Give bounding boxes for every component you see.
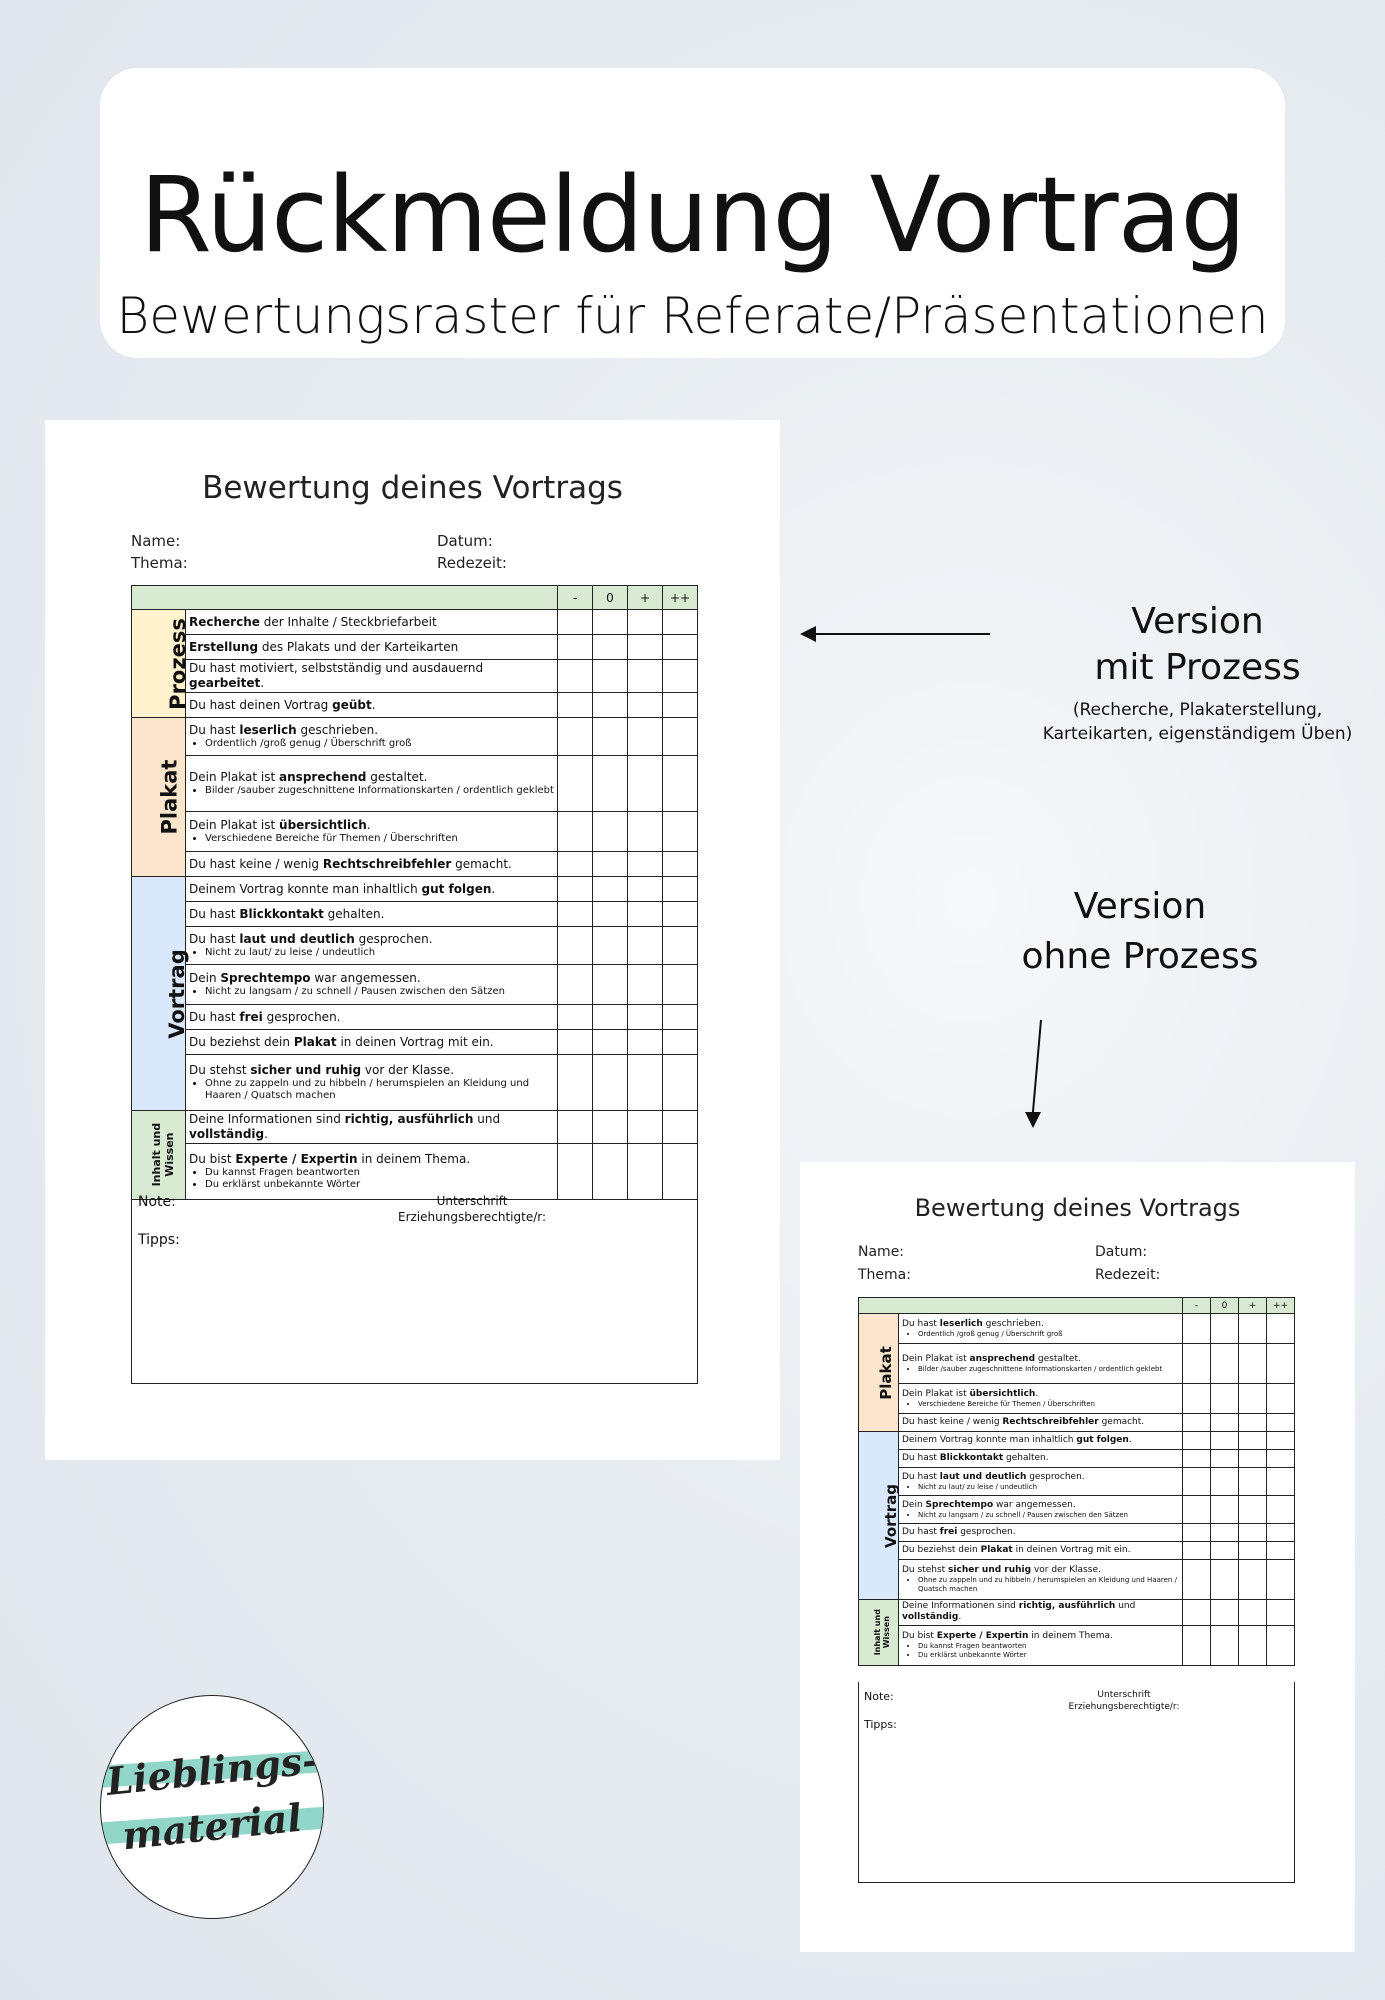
rating-cell[interactable] xyxy=(663,693,698,718)
sheet-with-process xyxy=(45,420,780,1460)
thema-label: Thema: xyxy=(131,554,188,572)
rating-cell[interactable] xyxy=(628,1055,663,1111)
category-inhalt-wissen: Inhalt und Wissen xyxy=(132,1111,186,1200)
rating-cell[interactable] xyxy=(558,610,593,635)
table-row: Du hast keine / wenig Rechtschreibfehler gemacht. xyxy=(132,852,698,877)
rating-cell[interactable] xyxy=(663,1055,698,1111)
rating-cell[interactable] xyxy=(558,756,593,812)
rating-cell[interactable] xyxy=(593,965,628,1005)
tipps-label: Tipps: xyxy=(138,1232,180,1248)
rating-cell[interactable] xyxy=(558,812,593,852)
table-row: Vortrag Deinem Vortrag konnte man inhaltlich gut folgen. xyxy=(132,877,698,902)
arrow-down-icon xyxy=(1031,1020,1042,1120)
rating-table xyxy=(858,1297,1295,1666)
rating-cell[interactable] xyxy=(1239,1560,1267,1600)
table-row: Dein Plakat ist übersichtlich. • Verschiedene Bereiche für Themen / Überschriften xyxy=(132,812,698,852)
rating-cell[interactable] xyxy=(1267,1384,1295,1414)
rating-cell[interactable] xyxy=(1211,1524,1239,1542)
scale-zero: 0 xyxy=(1211,1298,1239,1314)
rating-cell[interactable] xyxy=(1239,1496,1267,1524)
redezeit-label: Redezeit: xyxy=(437,554,507,572)
rating-cell[interactable] xyxy=(663,1005,698,1030)
table-row: Vortrag Deinem Vortrag konnte man inhaltlich gut folgen. xyxy=(859,1432,1295,1450)
sheet-title: Bewertung deines Vortrags xyxy=(202,470,623,506)
arrow-left-head-icon xyxy=(800,626,816,642)
rating-cell[interactable] xyxy=(1211,1450,1239,1468)
rating-cell[interactable] xyxy=(558,1005,593,1030)
notes-box xyxy=(858,1682,1295,1883)
rating-cell[interactable] xyxy=(663,877,698,902)
table-row: Plakat Du hast leserlich geschrieben. • Ordentlich /groß genug / Überschrift groß xyxy=(132,718,698,756)
scale-zero: 0 xyxy=(593,586,628,610)
rating-cell[interactable] xyxy=(1239,1384,1267,1414)
rating-cell[interactable] xyxy=(1211,1344,1239,1384)
rating-cell[interactable] xyxy=(1183,1384,1211,1414)
rating-cell[interactable] xyxy=(1183,1496,1211,1524)
rating-cell[interactable] xyxy=(1211,1560,1239,1600)
scale-minus: - xyxy=(558,586,593,610)
rating-cell[interactable] xyxy=(558,1055,593,1111)
rating-cell[interactable] xyxy=(593,1030,628,1055)
category-plakat: Plakat xyxy=(859,1314,899,1432)
rating-cell[interactable] xyxy=(1211,1468,1239,1496)
arrow-left-icon xyxy=(815,633,990,635)
table-row: Du hast laut und deutlich gesprochen. • Nicht zu laut/ zu leise / undeutlich xyxy=(859,1468,1295,1496)
rating-cell[interactable] xyxy=(593,877,628,902)
table-row: Du hast Blickkontakt gehalten. xyxy=(132,902,698,927)
rating-cell[interactable] xyxy=(1211,1496,1239,1524)
rating-cell[interactable] xyxy=(1183,1468,1211,1496)
rating-cell[interactable] xyxy=(663,610,698,635)
rating-cell[interactable] xyxy=(1267,1600,1295,1626)
rating-cell[interactable] xyxy=(558,1030,593,1055)
rating-cell[interactable] xyxy=(593,635,628,660)
rating-cell[interactable] xyxy=(663,1030,698,1055)
rating-cell[interactable] xyxy=(1183,1625,1211,1665)
rating-cell[interactable] xyxy=(593,1111,628,1144)
rating-cell[interactable] xyxy=(1239,1468,1267,1496)
rating-cell[interactable] xyxy=(1267,1432,1295,1450)
rating-cell[interactable] xyxy=(1239,1450,1267,1468)
rating-cell[interactable] xyxy=(1239,1600,1267,1626)
rating-cell[interactable] xyxy=(558,635,593,660)
scale-minus: - xyxy=(1183,1298,1211,1314)
rating-cell[interactable] xyxy=(1267,1496,1295,1524)
note-label: Note: xyxy=(138,1194,176,1210)
rating-cell[interactable] xyxy=(628,852,663,877)
rating-cell[interactable] xyxy=(663,852,698,877)
rating-cell[interactable] xyxy=(663,965,698,1005)
rating-cell[interactable] xyxy=(1211,1542,1239,1560)
table-row: Du hast keine / wenig Rechtschreibfehler gemacht. xyxy=(859,1414,1295,1432)
rating-cell[interactable] xyxy=(663,927,698,965)
rating-cell[interactable] xyxy=(628,635,663,660)
rating-cell[interactable] xyxy=(558,965,593,1005)
rating-cell[interactable] xyxy=(1267,1414,1295,1432)
table-row: Du bist Experte / Expertin in deinem Thema. • Du kannst Fragen beantworten • Du erklärst unbekannte Wörter xyxy=(859,1625,1295,1665)
table-row: Du hast deinen Vortrag geübt. xyxy=(132,693,698,718)
table-row: Du bist Experte / Expertin in deinem Thema. • Du kannst Fragen beantworten • Du erklärst unbekannte Wörter xyxy=(132,1144,698,1200)
rating-cell[interactable] xyxy=(1267,1524,1295,1542)
name-label: Name: xyxy=(131,532,181,550)
rating-cell[interactable] xyxy=(593,1055,628,1111)
rating-cell[interactable] xyxy=(663,756,698,812)
rating-cell[interactable] xyxy=(558,693,593,718)
table-row: Du hast Blickkontakt gehalten. xyxy=(859,1450,1295,1468)
table-row: Inhalt und Wissen Deine Informationen sind richtig, ausführlich und vollständig. xyxy=(859,1600,1295,1626)
scale-plusplus: ++ xyxy=(663,586,698,610)
table-row: Du stehst sicher und ruhig vor der Klasse. • Ohne zu zappeln und zu hibbeln / herumspielen an Kleidung und Haaren / Quatsch machen xyxy=(132,1055,698,1111)
rating-cell[interactable] xyxy=(558,1111,593,1144)
rating-cell[interactable] xyxy=(1239,1524,1267,1542)
rating-cell[interactable] xyxy=(558,852,593,877)
rating-cell[interactable] xyxy=(593,927,628,965)
header-card xyxy=(100,68,1285,358)
scale-plus: + xyxy=(1239,1298,1267,1314)
rating-cell[interactable] xyxy=(628,1111,663,1144)
rating-cell[interactable] xyxy=(1183,1560,1211,1600)
rating-cell[interactable] xyxy=(593,660,628,693)
table-row: Erstellung des Plakats und der Karteikarten xyxy=(132,635,698,660)
rating-cell[interactable] xyxy=(1267,1344,1295,1384)
sheet-without-process xyxy=(800,1162,1355,1952)
category-plakat: Plakat xyxy=(132,718,186,877)
category-vortrag: Vortrag xyxy=(132,877,186,1111)
category-inhalt-wissen: Inhalt und Wissen xyxy=(859,1600,899,1666)
rating-cell[interactable] xyxy=(1267,1542,1295,1560)
rating-cell[interactable] xyxy=(1239,1542,1267,1560)
rating-cell[interactable] xyxy=(593,852,628,877)
rating-cell[interactable] xyxy=(558,902,593,927)
scale-header-row xyxy=(132,586,698,610)
name-label: Name: xyxy=(858,1244,905,1260)
label-without-process: Version ohne Prozess xyxy=(1021,886,1259,978)
table-row: Dein Plakat ist ansprechend gestaltet. • Bilder /sauber zugeschnittene Informationskarten / ordentlich geklebt xyxy=(859,1344,1295,1384)
rating-cell[interactable] xyxy=(1211,1600,1239,1626)
rating-cell[interactable] xyxy=(1183,1450,1211,1468)
page-subtitle: Bewertungsraster für Referate/Präsentationen xyxy=(116,287,1269,345)
table-row: Prozess Recherche der Inhalte / Steckbriefarbeit xyxy=(132,610,698,635)
note-label: Note: xyxy=(864,1690,894,1703)
rating-cell[interactable] xyxy=(593,718,628,756)
rating-cell[interactable] xyxy=(628,660,663,693)
category-prozess: Prozess xyxy=(132,610,186,718)
table-row: Du beziehst dein Plakat in deinen Vortrag mit ein. xyxy=(859,1542,1295,1560)
rating-cell[interactable] xyxy=(1267,1625,1295,1665)
rating-cell[interactable] xyxy=(663,635,698,660)
table-row: Plakat Du hast leserlich geschrieben. • Ordentlich /groß genug / Überschrift groß xyxy=(859,1314,1295,1344)
signature-label: Unterschrift Erziehungsberechtigte/r: xyxy=(397,1194,547,1224)
rating-cell[interactable] xyxy=(1183,1432,1211,1450)
rating-cell[interactable] xyxy=(1239,1414,1267,1432)
arrow-down-head-icon xyxy=(1025,1112,1041,1128)
table-row: Dein Sprechtempo war angemessen. • Nicht zu langsam / zu schnell / Pausen zwischen den Sätzen xyxy=(859,1496,1295,1524)
rating-cell[interactable] xyxy=(1239,1344,1267,1384)
rating-cell[interactable] xyxy=(593,693,628,718)
rating-cell[interactable] xyxy=(628,965,663,1005)
table-row: Du hast frei gesprochen. xyxy=(859,1524,1295,1542)
rating-cell[interactable] xyxy=(1211,1384,1239,1414)
signature-label: Unterschrift Erziehungsberechtigte/r: xyxy=(1068,1690,1180,1712)
rating-cell[interactable] xyxy=(1183,1414,1211,1432)
page-title: Rückmeldung Vortrag xyxy=(139,154,1246,276)
rating-cell[interactable] xyxy=(1183,1600,1211,1626)
table-row: Du hast frei gesprochen. xyxy=(132,1005,698,1030)
rating-cell[interactable] xyxy=(1183,1542,1211,1560)
rating-cell[interactable] xyxy=(628,610,663,635)
table-row: Inhalt und Wissen Deine Informationen sind richtig, ausführlich und vollständig. xyxy=(132,1111,698,1144)
rating-cell[interactable] xyxy=(1267,1450,1295,1468)
table-row: Du stehst sicher und ruhig vor der Klasse. • Ohne zu zappeln und zu hibbeln / herumspielen an Kleidung und Haaren / Quatsch machen xyxy=(859,1560,1295,1600)
rating-cell[interactable] xyxy=(1211,1314,1239,1344)
rating-cell[interactable] xyxy=(1239,1625,1267,1665)
table-row: Dein Plakat ist ansprechend gestaltet. • Bilder /sauber zugeschnittene Informationskarten / ordentlich geklebt xyxy=(132,756,698,812)
scale-plus: + xyxy=(628,586,663,610)
rating-cell[interactable] xyxy=(628,902,663,927)
rating-cell[interactable] xyxy=(1267,1314,1295,1344)
rating-cell[interactable] xyxy=(1183,1524,1211,1542)
rating-cell[interactable] xyxy=(663,718,698,756)
rating-cell[interactable] xyxy=(1211,1414,1239,1432)
notes-box xyxy=(131,1186,698,1384)
rating-cell[interactable] xyxy=(628,756,663,812)
datum-label: Datum: xyxy=(437,532,493,550)
sheet-title: Bewertung deines Vortrags xyxy=(914,1194,1241,1222)
rating-cell[interactable] xyxy=(593,610,628,635)
rating-cell[interactable] xyxy=(663,660,698,693)
rating-cell[interactable] xyxy=(1183,1314,1211,1344)
brand-logo: Lieblings- material xyxy=(100,1695,324,1919)
table-row: Dein Sprechtempo war angemessen. • Nicht zu langsam / zu schnell / Pausen zwischen den Sätzen xyxy=(132,965,698,1005)
rating-cell[interactable] xyxy=(1211,1432,1239,1450)
rating-cell[interactable] xyxy=(1267,1468,1295,1496)
rating-cell[interactable] xyxy=(593,756,628,812)
rating-cell[interactable] xyxy=(663,1111,698,1144)
label-with-process: Version mit Prozess (Recherche, Plakaterstellung, Karteikarten, eigenständigem Üben) xyxy=(1042,601,1353,745)
rating-cell[interactable] xyxy=(558,660,593,693)
rating-cell[interactable] xyxy=(628,927,663,965)
scale-header-row xyxy=(859,1298,1295,1314)
rating-cell[interactable] xyxy=(558,927,593,965)
table-row: Du hast laut und deutlich gesprochen. • Nicht zu laut/ zu leise / undeutlich xyxy=(132,927,698,965)
category-vortrag: Vortrag xyxy=(859,1432,899,1600)
rating-cell[interactable] xyxy=(558,877,593,902)
rating-cell[interactable] xyxy=(663,902,698,927)
rating-cell[interactable] xyxy=(593,812,628,852)
redezeit-label: Redezeit: xyxy=(1095,1267,1161,1283)
rating-cell[interactable] xyxy=(628,693,663,718)
rating-cell[interactable] xyxy=(558,718,593,756)
thema-label: Thema: xyxy=(858,1267,911,1283)
table-row: Du beziehst dein Plakat in deinen Vortrag mit ein. xyxy=(132,1030,698,1055)
rating-cell[interactable] xyxy=(628,718,663,756)
tipps-label: Tipps: xyxy=(864,1718,897,1731)
rating-cell[interactable] xyxy=(1211,1625,1239,1665)
rating-table xyxy=(131,585,698,1200)
table-row: Dein Plakat ist übersichtlich. • Verschiedene Bereiche für Themen / Überschriften xyxy=(859,1384,1295,1414)
scale-plusplus: ++ xyxy=(1267,1298,1295,1314)
rating-cell[interactable] xyxy=(1239,1432,1267,1450)
table-row: Du hast motiviert, selbstständig und ausdauernd gearbeitet. xyxy=(132,660,698,693)
rating-cell[interactable] xyxy=(628,812,663,852)
rating-cell[interactable] xyxy=(628,877,663,902)
rating-cell[interactable] xyxy=(628,1030,663,1055)
rating-cell[interactable] xyxy=(593,1005,628,1030)
rating-cell[interactable] xyxy=(593,902,628,927)
rating-cell[interactable] xyxy=(1183,1344,1211,1384)
datum-label: Datum: xyxy=(1095,1244,1148,1260)
rating-cell[interactable] xyxy=(628,1005,663,1030)
rating-cell[interactable] xyxy=(1239,1314,1267,1344)
rating-cell[interactable] xyxy=(663,812,698,852)
rating-cell[interactable] xyxy=(1267,1560,1295,1600)
